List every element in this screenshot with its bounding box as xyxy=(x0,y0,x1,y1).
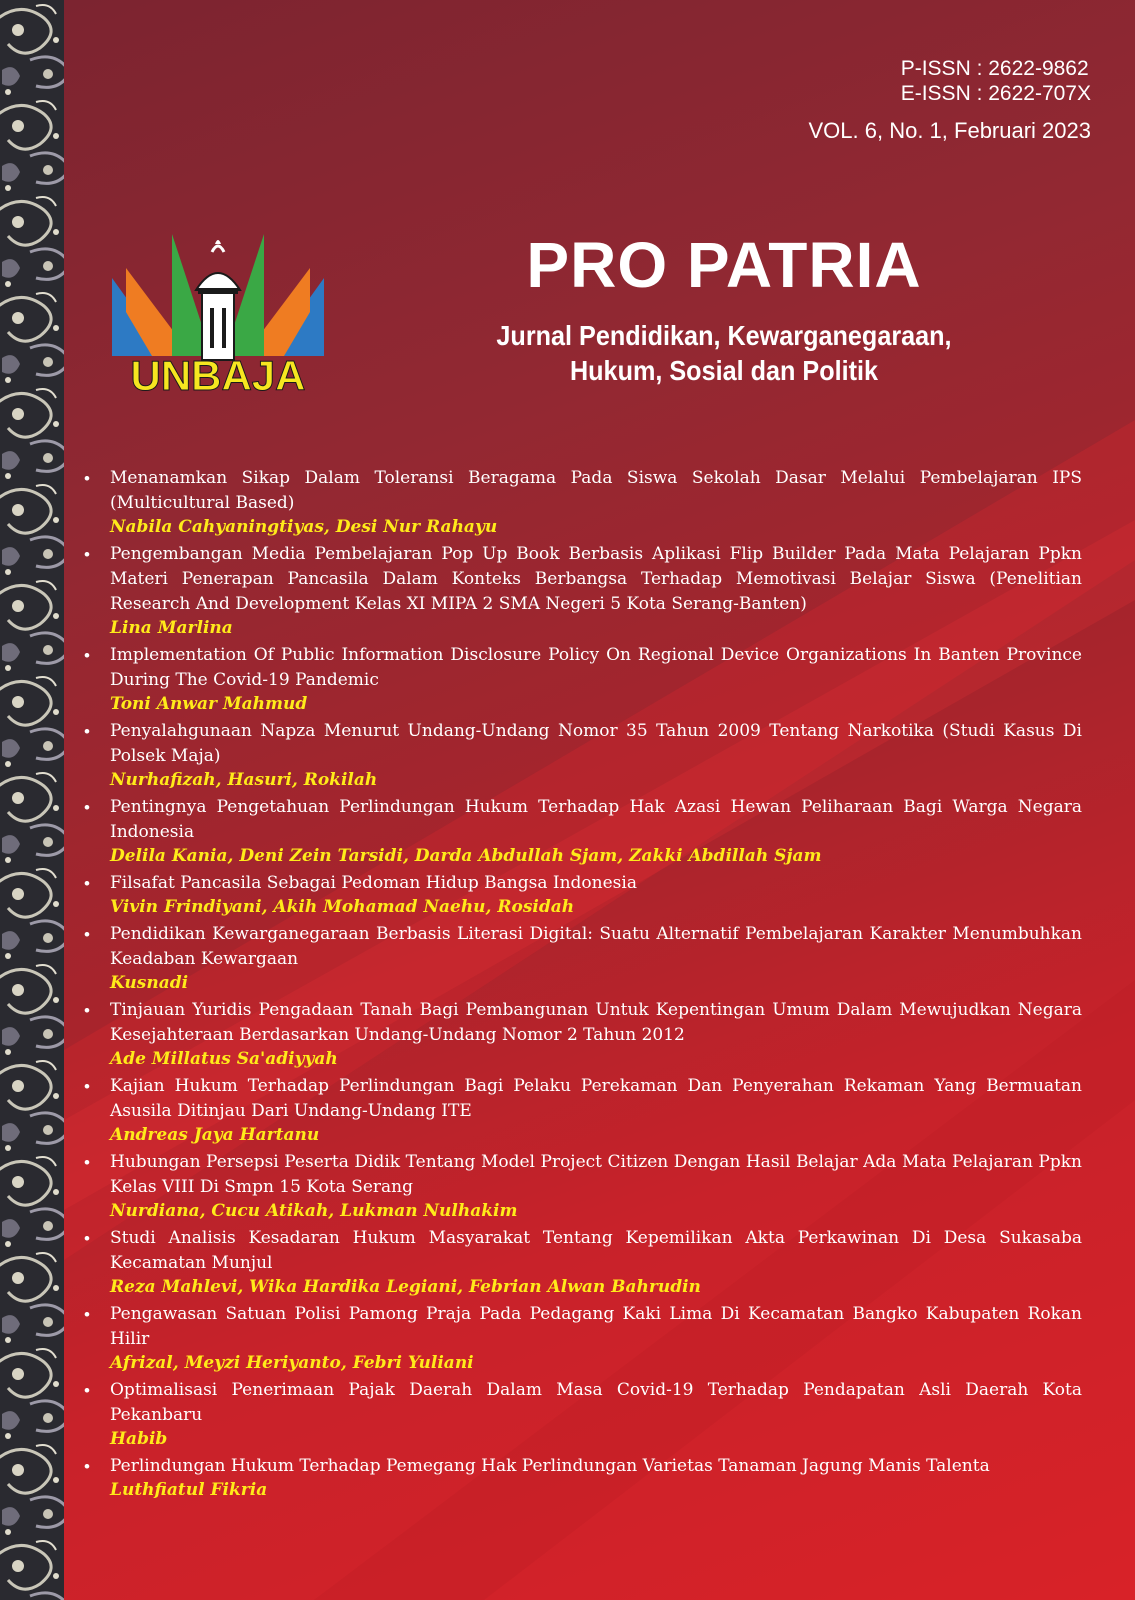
article-title: Perlindungan Hukum Terhadap Pemegang Hak Perlindungan Varietas Tanaman Jagung Manis Talenta xyxy=(110,1456,990,1476)
batik-pattern xyxy=(0,0,64,1600)
article-title: Tinjauan Yuridis Pengadaan Tanah Bagi Pembangunan Untuk Kepentingan Umum Dalam Mewujudkan Negara Kesejahteraan Berdasarkan Undang-Undang Nomor 2 Tahun 2012 xyxy=(110,1000,1082,1045)
article-title: Hubungan Persepsi Peserta Didik Tentang Model Project Citizen Dengan Hasil Belajar Ada Mata Pelajaran Ppkn Kelas VIII Di Smpn 15 Kota Serang xyxy=(110,1152,1082,1197)
article-item xyxy=(82,719,1082,792)
article-list xyxy=(82,466,1082,1505)
article-title: Pentingnya Pengetahuan Perlindungan Hukum Terhadap Hak Azasi Hewan Peliharaan Bagi Warga Negara Indonesia xyxy=(110,797,1082,842)
article-title: Kajian Hukum Terhadap Perlindungan Bagi Pelaku Perekaman Dan Penyerahan Rekaman Yang Bermuatan Asusila Ditinjau Dari Undang-Undang ITE xyxy=(110,1076,1082,1121)
article-authors: Ade Millatus Sa'adiyyah xyxy=(110,1049,338,1069)
article-authors: Habib xyxy=(110,1429,168,1449)
article-authors: Andreas Jaya Hartanu xyxy=(110,1125,320,1145)
article-item xyxy=(82,643,1082,716)
article-item xyxy=(82,1074,1082,1147)
article-authors: Nabila Cahyaningtiyas, Desi Nur Rahayu xyxy=(110,517,498,537)
article-title: Filsafat Pancasila Sebagai Pedoman Hidup Bangsa Indonesia xyxy=(110,873,637,893)
e-issn: E-ISSN : 2622-707X xyxy=(900,82,1091,105)
volume-info: VOL. 6, No. 1, Februari 2023 xyxy=(808,118,1091,143)
article-item xyxy=(82,795,1082,868)
article-title: Menanamkan Sikap Dalam Toleransi Beragama Pada Siswa Sekolah Dasar Melalui Pembelajaran IPS (Multicultural Based) xyxy=(110,468,1082,513)
bullet-icon: • xyxy=(84,1077,90,1096)
journal-subtitle xyxy=(436,318,1012,388)
article-authors: Luthfiatul Fikria xyxy=(110,1480,268,1500)
article-item xyxy=(82,922,1082,995)
article-authors: Reza Mahlevi, Wika Hardika Legiani, Febrian Alwan Bahrudin xyxy=(110,1277,701,1297)
article-item xyxy=(82,1226,1082,1299)
article-authors: Delila Kania, Deni Zein Tarsidi, Darda Abdullah Sjam, Zakki Abdillah Sjam xyxy=(110,846,822,866)
article-item xyxy=(82,1454,1082,1502)
cover-main xyxy=(64,0,1135,1600)
bullet-icon: • xyxy=(84,1229,90,1248)
article-title: Penyalahgunaan Napza Menurut Undang-Undang Nomor 35 Tahun 2009 Tentang Narkotika (Studi Kasus Di Polsek Maja) xyxy=(110,721,1082,766)
bullet-icon: • xyxy=(84,646,90,665)
bullet-icon: • xyxy=(84,545,90,564)
subtitle-line-1: Jurnal Pendidikan, Kewarganegaraan, xyxy=(496,320,952,351)
article-authors: Nurhafizah, Hasuri, Rokilah xyxy=(110,770,378,790)
article-title: Pendidikan Kewarganegaraan Berbasis Literasi Digital: Suatu Alternatif Pembelajaran Karakter Menumbuhkan Keadaban Kewargaan xyxy=(110,924,1082,969)
bullet-icon: • xyxy=(84,1153,90,1172)
bullet-icon: • xyxy=(84,469,90,488)
article-title: Pengembangan Media Pembelajaran Pop Up Book Berbasis Aplikasi Flip Builder Pada Mata Pelajaran Ppkn Materi Penerapan Pancasila Dalam Konteks Berbangsa Terhadap Memotivasi Belajar Siswa (Penelitian Research And Development Kelas XI MIPA 2 SMA Negeri 5 Kota Serang-Banten) xyxy=(110,544,1082,614)
subtitle-line-2: Hukum, Sosial dan Politik xyxy=(569,355,879,386)
bullet-icon: • xyxy=(84,1381,90,1400)
bullet-icon: • xyxy=(84,874,90,893)
bullet-icon: • xyxy=(84,798,90,817)
article-authors: Vivin Frindiyani, Akih Mohamad Naehu, Rosidah xyxy=(110,897,575,917)
article-title: Optimalisasi Penerimaan Pajak Daerah Dalam Masa Covid-19 Terhadap Pendapatan Asli Daerah Kota Pekanbaru xyxy=(110,1380,1082,1425)
journal-title: PRO PATRIA xyxy=(526,229,922,301)
article-item xyxy=(82,1378,1082,1451)
bullet-icon: • xyxy=(84,925,90,944)
article-title: Implementation Of Public Information Disclosure Policy On Regional Device Organizations In Banten Province During The Covid-19 Pandemic xyxy=(110,645,1082,690)
article-title: Pengawasan Satuan Polisi Pamong Praja Pada Pedagang Kaki Lima Di Kecamatan Bangko Kabupaten Rokan Hilir xyxy=(110,1304,1082,1349)
p-issn: P-ISSN : 2622-9862 xyxy=(900,57,1089,80)
bullet-icon: • xyxy=(84,1457,90,1476)
article-authors: Kusnadi xyxy=(110,973,189,993)
article-item xyxy=(82,1150,1082,1223)
article-authors: Lina Marlina xyxy=(110,618,233,638)
article-item xyxy=(82,466,1082,539)
issn-block xyxy=(901,56,1091,106)
article-title: Studi Analisis Kesadaran Hukum Masyarakat Tentang Kepemilikan Akta Perkawinan Di Desa Sukasaba Kecamatan Munjul xyxy=(110,1228,1082,1273)
bullet-icon: • xyxy=(84,1001,90,1020)
unbaja-logo xyxy=(112,232,324,402)
article-authors: Nurdiana, Cucu Atikah, Lukman Nulhakim xyxy=(110,1201,518,1221)
bullet-icon: • xyxy=(84,1305,90,1324)
article-item xyxy=(82,998,1082,1071)
article-authors: Toni Anwar Mahmud xyxy=(110,694,308,714)
article-item xyxy=(82,542,1082,640)
article-item xyxy=(82,1302,1082,1375)
article-authors: Afrizal, Meyzi Heriyanto, Febri Yuliani xyxy=(110,1353,474,1373)
bullet-icon: • xyxy=(84,722,90,741)
logo-text: UNBAJA xyxy=(130,352,306,399)
batik-border xyxy=(0,0,64,1600)
article-item xyxy=(82,871,1082,919)
